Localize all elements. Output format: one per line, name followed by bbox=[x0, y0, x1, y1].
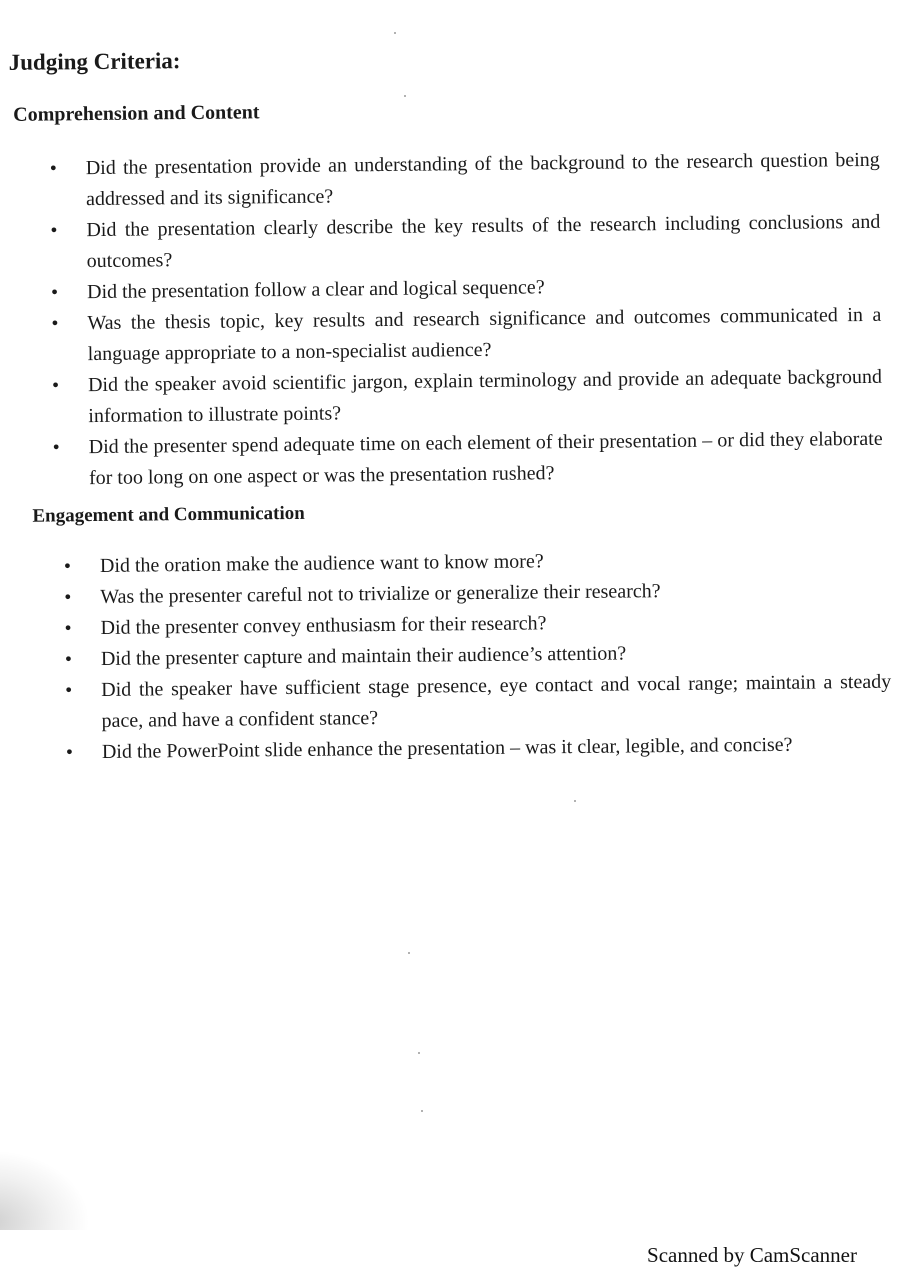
scan-speck bbox=[418, 1052, 420, 1054]
list-item: • Was the thesis topic, key results and research significance and outcomes communicated in a language appropriate to a non-specialist audience? bbox=[51, 300, 882, 371]
list-item: • Did the presentation provide an understanding of the background to the research question being addressed and its significance? bbox=[50, 145, 881, 216]
scan-speck bbox=[421, 1110, 423, 1112]
list-item: • Did the speaker have sufficient stage presence, eye contact and vocal range; maintain a steady pace, and have a confident stance? bbox=[65, 667, 892, 738]
page-title: Judging Criteria: bbox=[8, 48, 181, 75]
scan-speck bbox=[408, 952, 410, 954]
scan-speck bbox=[404, 95, 406, 97]
list-item: • Did the speaker avoid scientific jargon, explain terminology and provide an adequate background information to illustrate points? bbox=[52, 362, 883, 433]
section-heading-engagement: Engagement and Communication bbox=[32, 502, 305, 527]
criteria-list-comprehension bbox=[50, 145, 884, 495]
list-item: • Did the presentation follow a clear and logical sequence? bbox=[51, 269, 881, 309]
list-item: • Did the presentation clearly describe the key results of the research including conclusions and outcomes? bbox=[50, 207, 881, 278]
list-item: • Did the presenter convey enthusiasm for their research? bbox=[64, 605, 890, 645]
list-item: • Did the presenter capture and maintain their audience’s attention? bbox=[65, 636, 891, 676]
scan-speck bbox=[574, 800, 576, 802]
list-item: • Did the oration make the audience want to know more? bbox=[64, 543, 890, 583]
criteria-list-engagement bbox=[64, 543, 892, 769]
list-item: • Did the PowerPoint slide enhance the presentation – was it clear, legible, and concise? bbox=[66, 729, 892, 769]
list-item: • Did the presenter spend adequate time on each element of their presentation – or did they elaborate for too long on one aspect or was the presentation rushed? bbox=[53, 424, 884, 495]
list-item: • Was the presenter careful not to trivialize or generalize their research? bbox=[64, 574, 890, 614]
scan-smudge bbox=[0, 1150, 90, 1230]
scanner-watermark: Scanned by CamScanner bbox=[647, 1243, 857, 1267]
scan-speck bbox=[394, 32, 396, 34]
section-heading-comprehension: Comprehension and Content bbox=[13, 101, 260, 126]
